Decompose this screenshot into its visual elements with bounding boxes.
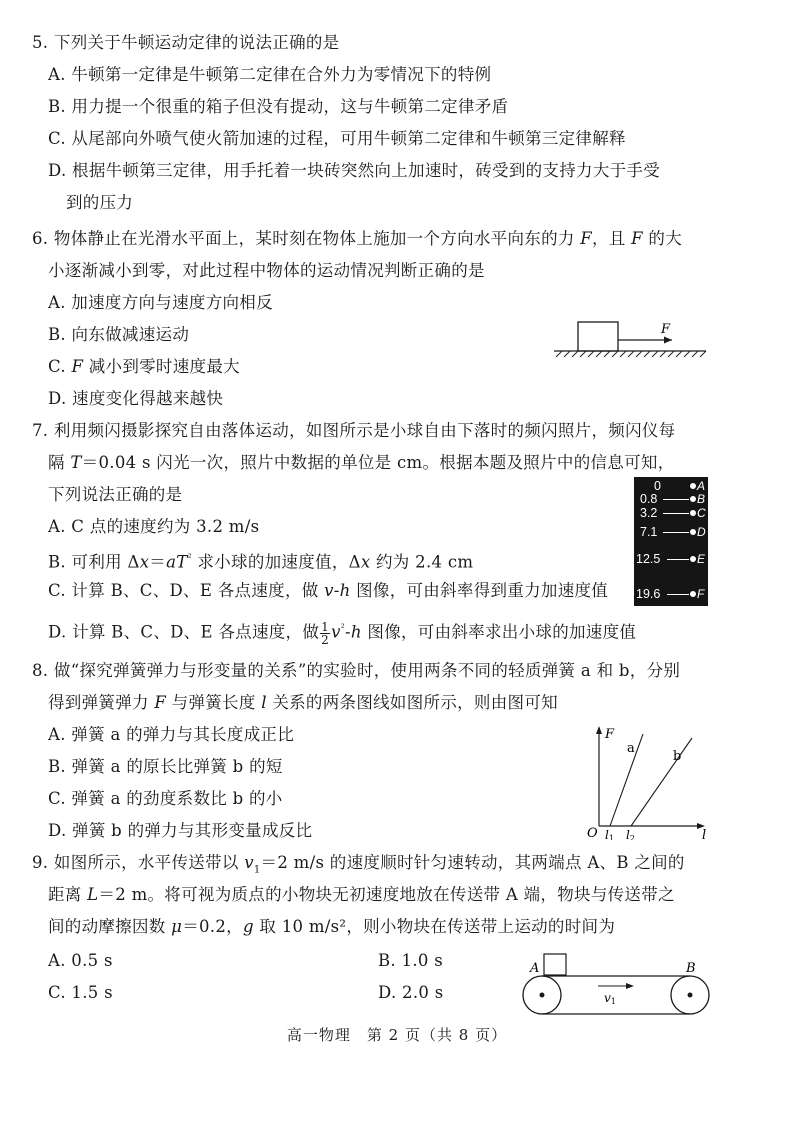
photo-ball-d (690, 529, 696, 535)
q9-stem-line1: 9. 如图所示，水平传送带以 $v_1=2$ m/s 的速度顺时针匀速转动，其两端点 A、B 之间的 (32, 853, 685, 876)
graph-label-b: b (673, 749, 682, 764)
q7-stem-line1: 7. 利用频闪摄影探究自由落体运动，如图所示是小球自由下落时的频闪照片，频闪仪每 (32, 421, 676, 440)
q9-stem-line2: 距离 L＝2 m。将可视为质点的小物块无初速度地放在传送带 A 端，物块与传送带之 (48, 885, 675, 904)
q9-option-d: D. 2.0 s (378, 983, 444, 1002)
half-fraction: $\frac{1}{2}$ (321, 619, 330, 647)
q5-option-d-line2: 到的压力 (66, 193, 134, 212)
q7-stem-line3: 下列说法正确的是 (48, 485, 183, 504)
q8-option-c: C. 弹簧 a 的劲度系数比 b 的小 (48, 789, 283, 808)
q7-option-a: A. C 点的速度约为 3.2 m/s (48, 517, 260, 536)
q5-option-c: C. 从尾部向外喷气使火箭加速的过程，可用牛顿第二定律和牛顿第三定律解释 (48, 129, 626, 148)
photo-tick-c (663, 513, 689, 514)
force-arrowhead (664, 337, 672, 344)
left-wheel-axle (540, 993, 545, 998)
q5-stem: 5. 下列关于牛顿运动定律的说法正确的是 (32, 33, 340, 52)
graph-x-label: l (702, 828, 707, 840)
photo-value-e: 12.5 (636, 552, 661, 566)
belt-velocity-label: v1 (604, 991, 616, 1006)
q7-option-d: D. 计算 B、C、D、E 各点速度，做 $\frac{1}{2}$ $v^{^2}-h$ 图像，可由斜率求出小球的加速度值 (48, 619, 637, 647)
photo-tick-e (667, 559, 689, 560)
q7-stem-line2: 隔 T＝0.04 s 闪光一次，照片中数据的单位是 cm。根据本题及照片中的信息可知， (48, 453, 675, 472)
force-label: F (661, 322, 671, 337)
photo-ball-b (690, 496, 696, 502)
q6-block-figure (550, 316, 710, 360)
block (578, 322, 618, 351)
q8-stem-line2: 得到弹簧弹力 F 与弹簧长度 l 关系的两条图线如图所示，则由图可知 (48, 693, 558, 712)
q7-strobe-photo (634, 477, 708, 606)
ground-hatching (556, 351, 706, 357)
conveyor-block (544, 954, 566, 975)
graph-l2-label: l2 (626, 828, 635, 840)
photo-tick-d (663, 532, 689, 533)
q8-spring-graph (585, 722, 715, 840)
photo-value-f: 19.6 (636, 587, 661, 601)
q8-option-a: A. 弹簧 a 的弹力与其长度成正比 (48, 725, 295, 744)
q7-option-c: C. 计算 B、C、D、E 各点速度，做 v-h 图像，可由斜率得到重力加速度值 (48, 581, 609, 600)
q9-option-a: A. 0.5 s (48, 951, 113, 970)
q6-option-d: D. 速度变化得越来越快 (48, 389, 224, 408)
photo-value-c: 3.2 (640, 506, 658, 520)
graph-y-label: F (605, 727, 615, 742)
photo-ball-f (690, 591, 696, 597)
photo-value-a: 0 (654, 479, 661, 493)
graph-y-arrowhead (596, 726, 602, 734)
photo-tick-b (663, 499, 689, 500)
q6-option-b: B. 向东做减速运动 (48, 325, 190, 344)
q6-option-a: A. 加速度方向与速度方向相反 (48, 293, 273, 312)
q8-option-b: B. 弹簧 a 的原长比弹簧 b 的短 (48, 757, 283, 776)
photo-ball-c (690, 510, 696, 516)
graph-origin: O (587, 826, 598, 840)
photo-letter-d: D (697, 525, 706, 539)
q7-option-b: B. 可利用 $\Delta x=aT^{^2}$ 求小球的加速度值，Δx 约为 2.4 cm (48, 552, 474, 572)
q5-option-b: B. 用力提一个很重的箱子但没有提动，这与牛顿第二定律矛盾 (48, 97, 509, 116)
photo-letter-a: A (697, 479, 706, 493)
photo-value-d: 7.1 (640, 525, 658, 539)
photo-tick-f (667, 594, 689, 595)
photo-value-b: 0.8 (640, 492, 658, 506)
photo-letter-b: B (697, 492, 706, 506)
photo-letter-c: C (697, 506, 706, 520)
q5-option-d-line1: D. 根据牛顿第三定律，用手托着一块砖突然向上加速时，砖受到的支持力大于手受 (48, 161, 661, 180)
graph-label-a: a (627, 741, 635, 756)
q9-option-c: C. 1.5 s (48, 983, 113, 1002)
page-footer: 高一物理 第 2 页（共 8 页） (286, 1026, 508, 1044)
belt-velocity-arrowhead (626, 983, 634, 989)
q6-option-c: C. F 减小到零时速度最大 (48, 357, 240, 376)
q8-option-d: D. 弹簧 b 的弹力与其形变量成反比 (48, 821, 313, 840)
photo-letter-e: E (697, 552, 706, 566)
conveyor-end-a: A (530, 961, 540, 976)
q9-stem-line3: 间的动摩擦因数 μ＝0.2，g 取 10 m/s²，则小物块在传送带上运动的时间为 (48, 917, 616, 936)
photo-ball-e (690, 556, 696, 562)
q5-option-a: A. 牛顿第一定律是牛顿第二定律在合外力为零情况下的特例 (48, 65, 492, 84)
q9-option-b: B. 1.0 s (378, 951, 443, 970)
q6-stem-line1: 6. 物体静止在光滑水平面上，某时刻在物体上施加一个方向水平向东的力 F，且 F 的大 (32, 229, 683, 248)
photo-letter-f: F (697, 587, 705, 601)
q9-conveyor-figure (520, 948, 712, 1018)
graph-line-b (631, 738, 692, 826)
q8-stem-line1: 8. 做“探究弹簧弹力与形变量的关系”的实验时，使用两条不同的轻质弹簧 a 和 b，分别 (32, 661, 681, 680)
graph-l1-label: l1 (605, 828, 614, 840)
right-wheel-axle (688, 993, 693, 998)
q6-stem-line2: 小逐渐减小到零，对此过程中物体的运动情况判断正确的是 (48, 261, 485, 280)
photo-ball-a (690, 483, 696, 489)
conveyor-end-b: B (686, 961, 696, 976)
